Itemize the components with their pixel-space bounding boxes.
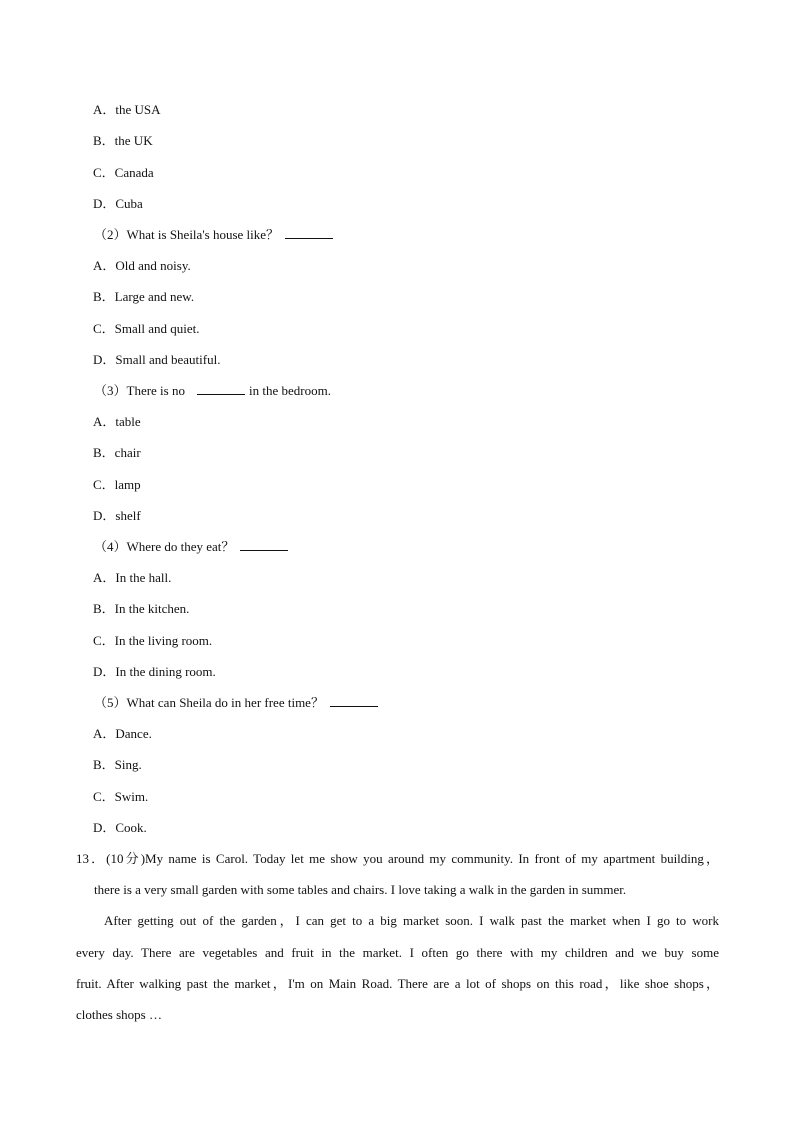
q3-option-c: C．lamp <box>93 477 141 492</box>
answer-blank <box>197 383 245 395</box>
q2-option-b: B．Large and new. <box>93 289 195 304</box>
q4-stem-text: （4）Where do they eat？ <box>94 539 235 554</box>
q3-stem <box>94 383 331 399</box>
answer-blank <box>285 227 333 239</box>
q2-option-c: C．Small and quiet. <box>93 321 200 336</box>
q13-line-2: there is a very small garden with some tables and chairs. I love taking a walk in the garden in summer. <box>94 882 627 897</box>
q2-option-a: A．Old and noisy. <box>93 258 191 273</box>
q3-option-d: D．shelf <box>93 508 141 523</box>
q13-line-4: every day. There are vegetables and fruit in the market. I often go there with my children and we buy some <box>76 945 719 960</box>
q3-option-a: A．table <box>93 414 141 429</box>
q4-stem <box>94 539 288 555</box>
q3-stem-before: （3）There is no <box>94 383 185 398</box>
q2-stem-text: （2）What is Sheila's house like？ <box>94 227 280 242</box>
q5-option-c: C．Swim. <box>93 789 149 804</box>
q2-option-d: D．Small and beautiful. <box>93 352 221 367</box>
q13-line-3: After getting out of the garden，I can get to a big market soon. I walk past the market when I go to work <box>104 913 719 928</box>
q3-stem-after: in the bedroom. <box>248 383 331 398</box>
q5-stem-text: （5）What can Sheila do in her free time？ <box>94 695 324 710</box>
q1-option-b: B．the UK <box>93 133 153 148</box>
q2-stem <box>94 227 333 243</box>
q4-option-b: B．In the kitchen. <box>93 601 190 616</box>
q5-option-b: B．Sing. <box>93 757 142 772</box>
q5-stem <box>94 695 378 711</box>
q5-option-a: A．Dance. <box>93 726 152 741</box>
q13-line-1: 13．(10分)My name is Carol. Today let me show you around my community. In front of my apartment building， <box>76 851 719 866</box>
answer-blank <box>330 695 378 707</box>
q1-option-d: D．Cuba <box>93 196 143 211</box>
q1-option-a: A．the USA <box>93 102 161 117</box>
q13-line-5: fruit. After walking past the market，I'm on Main Road. There are a lot of shops on this road，like shoe shops， <box>76 976 719 991</box>
q4-option-d: D．In the dining room. <box>93 664 216 679</box>
q3-option-b: B．chair <box>93 445 141 460</box>
q13-line-6: clothes shops … <box>76 1007 162 1022</box>
q4-option-c: C．In the living room. <box>93 633 213 648</box>
q1-option-c: C．Canada <box>93 165 154 180</box>
answer-blank <box>240 539 288 551</box>
q5-option-d: D．Cook. <box>93 820 147 835</box>
q4-option-a: A．In the hall. <box>93 570 172 585</box>
